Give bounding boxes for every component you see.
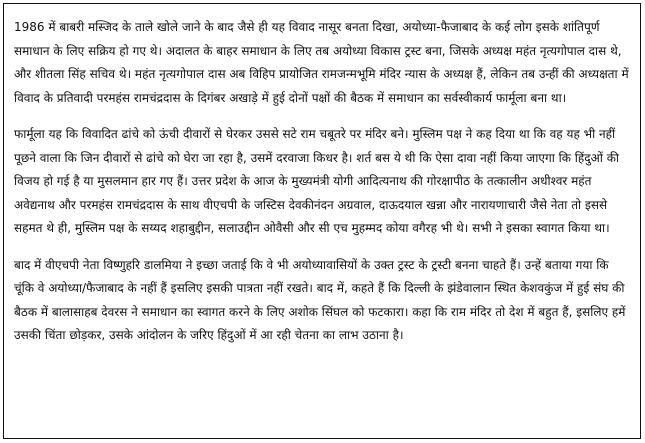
document-frame (3, 3, 641, 439)
paragraph-3: बाद में वीएचपी नेता विष्णुहरि डालमिया ने इच्छा जताई कि वे भी अयोध्यावासियों के उक्त ट्रस्ट के ट्रस्टी बनना चाहते हैं। उन्हें बताया गया कि चूंकि वे अयोध्या/फैजाबाद के नहीं हैं इसलिए इसकी पात्रता नहीं रखते। बाद में, कहते हैं कि दिल्ली के झंडेवालान स्थित केशवकुंज में हुई संघ की बैठक में बालासाहब देवरस ने समाधान का स्वागत करने के लिए अशोक सिंघल को फटकारा। कहा कि राम मंदिर तो देश में बहुत हैं, इसलिए हमें उसकी चिंता छोड़कर, उसके आंदोलन के जरिए हिंदुओं में आ रही चेतना का लाभ उठाना है। (14, 257, 626, 342)
paragraph-1: 1986 में बाबरी मस्जिद के ताले खोले जाने के बाद जैसे ही यह विवाद नासूर बनता दिखा, अयोध्या-फैजाबाद के कई लोग इसके शांतिपूर्ण समाधान के लिए सक्रिय हो गए थे। अदालत के बाहर समाधान के लिए तब अयोध्या विकास ट्रस्ट बना, जिसके अध्यक्ष महंत नृत्यगोपाल दास थे, और शीतला सिंह सचिव थे। महंत नृत्यगोपाल दास अब विहिप प्रायोजित रामजन्मभूमि मंदिर न्यास के अध्यक्ष हैं, लेकिन तब उन्हीं की अध्यक्षता में विवाद के प्रतिवादी परमहंस रामचंद्रदास के दिगंबर अखाड़े में हुई दोनों पक्षों की बैठक में समाधान का सर्वस्वीकार्य फार्मूला बना था। (14, 20, 629, 105)
paragraph-2: फार्मूला यह कि विवादित ढांचे को ऊंची दीवारों से घेरकर उससे सटे राम चबूतरे पर मंदिर बने। मुस्लिम पक्ष ने कह दिया था कि वह यह भी नहीं पूछने वाला कि जिन दीवारों से ढांचे को घेरा जा रहा है, उसमें दरवाजा किधर है। शर्त बस ये थी कि ऐसा दावा नहीं किया जाएगा कि हिंदुओं की विजय हो गई है या मुसलमान हार गए हैं। उत्तर प्रदेश के आज के मुख्यमंत्री योगी आदित्यनाथ की गोरक्षापीठ के तत्कालीन अधीश्वर महंत अवेद्यनाथ और परमहंस रामचंद्रदास के साथ वीएचपी के जस्टिस देवकीनंदन अग्रवाल, दाऊदयाल खन्ना और नारायणाचारी जैसे नेता तो इससे सहमत थे ही, मुस्लिम पक्ष के सय्यद शहाबुद्दीन, सलाउद्दीन ओवैसी और सी एच मुहम्मद कोया वगैरह भी थे। सभी ने इसका स्वागत किया था। (14, 127, 620, 235)
